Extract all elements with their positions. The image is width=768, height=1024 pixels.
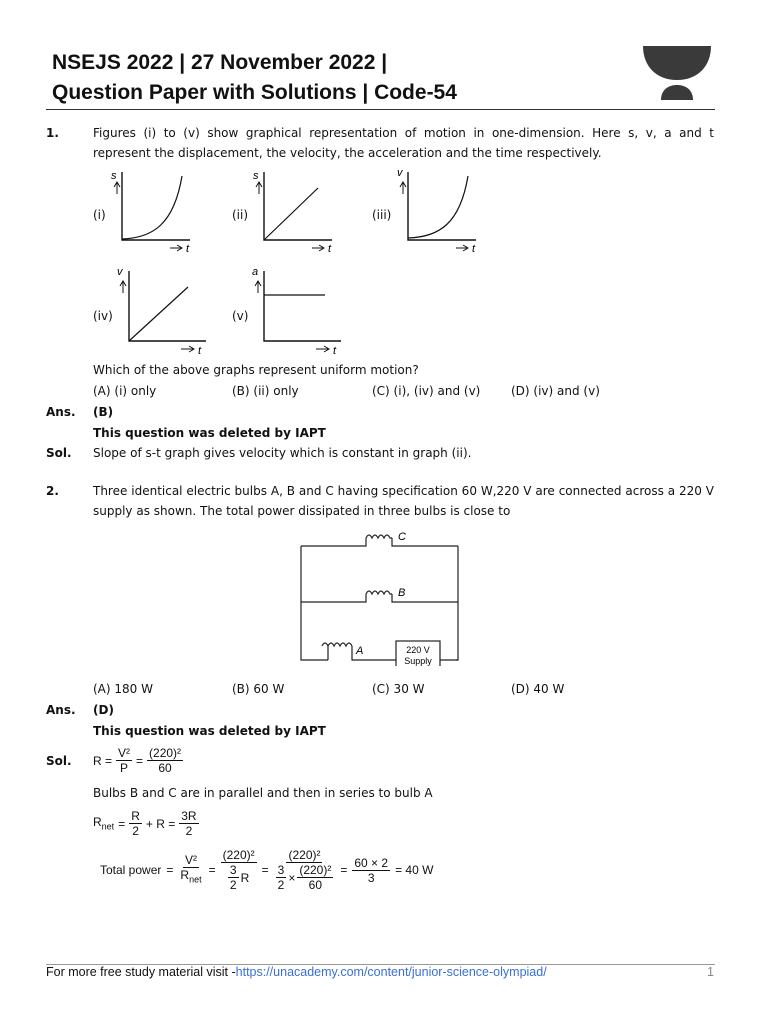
supply-label-line1: 220 V bbox=[406, 645, 430, 655]
eq3-f3-den-a-num: 3 bbox=[277, 863, 285, 877]
graph-label-iii: (iii) bbox=[372, 208, 392, 222]
eq3-f3-den-b-num: (220)² bbox=[299, 863, 332, 877]
page-title-line2: Question Paper with Solutions | Code-54 bbox=[52, 81, 457, 104]
eq3-result: = 40 W bbox=[395, 863, 434, 877]
eq3-f4-den: 3 bbox=[367, 870, 375, 885]
eq3-f2-den-var: R bbox=[240, 870, 250, 885]
footer-link[interactable]: https://unacademy.com/content/junior-science-olympiad/ bbox=[235, 965, 547, 979]
unacademy-logo bbox=[643, 46, 711, 107]
eq2-f-den: 2 bbox=[132, 824, 139, 838]
eq1-f1-num: V² bbox=[118, 746, 131, 760]
q1-sol-label: Sol. bbox=[46, 446, 72, 460]
q2-number: 2. bbox=[46, 484, 59, 498]
q1-deleted-note: This question was deleted by IAPT bbox=[93, 426, 326, 440]
graph-ii-yaxis-label: s bbox=[253, 170, 259, 182]
graph-v-yaxis-label: a bbox=[252, 266, 259, 278]
q1-answer: (B) bbox=[93, 405, 114, 419]
graph-label-i: (i) bbox=[93, 208, 106, 222]
graph-i-yaxis-label: s bbox=[111, 170, 117, 182]
eq2-lhs-r: R bbox=[93, 815, 102, 830]
q2-answer: (D) bbox=[93, 703, 114, 717]
eq3-f1-den bbox=[178, 868, 203, 886]
eq3-lhs: Total power bbox=[100, 863, 162, 877]
eq3-eq1: = bbox=[166, 863, 174, 877]
eq1-fraction-2 bbox=[147, 746, 183, 775]
eq1-fraction-1 bbox=[116, 746, 132, 775]
graph-label-v: (v) bbox=[232, 309, 249, 323]
eq1-f2-num: (220)² bbox=[149, 746, 182, 760]
eq1-f2-den: 60 bbox=[158, 761, 172, 775]
q2-option-b: (B) 60 W bbox=[232, 682, 285, 696]
graph-label-iv: (iv) bbox=[93, 309, 113, 323]
eq3-f3-den bbox=[274, 863, 336, 892]
eq3-f3-den-b-den: 60 bbox=[308, 878, 323, 892]
eq3-f2-den bbox=[226, 863, 251, 892]
q1-solution: Slope of s-t graph gives velocity which is constant in graph (ii). bbox=[93, 446, 472, 460]
q2-sol-eq3 bbox=[100, 848, 433, 892]
eq3-eq3: = bbox=[261, 863, 269, 877]
eq3-eq2: = bbox=[208, 863, 216, 877]
q2-sol-eq1 bbox=[93, 746, 183, 775]
eq3-f4-num: 60 × 2 bbox=[354, 855, 389, 870]
graph-v-xaxis-label: t bbox=[333, 345, 337, 357]
eq2-fraction-2 bbox=[179, 809, 198, 838]
eq3-f3-den-frac-a bbox=[276, 863, 287, 892]
page-title-line1: NSEJS 2022 | 27 November 2022 | bbox=[52, 51, 388, 74]
eq3-eq4: = bbox=[340, 863, 348, 877]
eq2-f2-den: 2 bbox=[185, 824, 193, 838]
eq3-f2-den-frac-num: 3 bbox=[229, 863, 237, 877]
eq1-lhs: R = bbox=[93, 753, 113, 768]
q2-sol-line2: Bulbs B and C are in parallel and then in series to bulb A bbox=[93, 786, 433, 800]
q2-option-a: (A) 180 W bbox=[93, 682, 153, 696]
footer-text bbox=[46, 965, 547, 979]
eq2-f-num: R bbox=[131, 809, 140, 823]
bulb-b-label: B bbox=[398, 587, 406, 599]
graph-v bbox=[249, 265, 343, 357]
eq3-f1-den-sub: net bbox=[189, 874, 202, 885]
q1-ans-label: Ans. bbox=[46, 405, 76, 419]
graph-label-ii: (ii) bbox=[232, 208, 249, 222]
q2-option-c: (C) 30 W bbox=[372, 682, 425, 696]
header-divider bbox=[46, 109, 715, 110]
eq2-equals: = bbox=[118, 816, 126, 831]
circuit-diagram bbox=[298, 524, 464, 669]
eq3-f2-num: (220)² bbox=[222, 848, 255, 862]
eq1-f1-den: P bbox=[120, 761, 129, 775]
q2-option-d: (D) 40 W bbox=[511, 682, 565, 696]
eq3-f3-den-a-den: 2 bbox=[277, 878, 285, 892]
eq3-fraction-2 bbox=[221, 848, 257, 892]
q1-number: 1. bbox=[46, 126, 59, 140]
eq3-f3-den-frac-b bbox=[297, 863, 333, 892]
eq2-plus: + R = bbox=[145, 816, 176, 831]
graph-iii-xaxis-label: t bbox=[472, 243, 476, 255]
q2-sol-eq2 bbox=[93, 809, 199, 838]
graph-iv-xaxis-label: t bbox=[198, 345, 202, 357]
supply-label-line2: Supply bbox=[404, 656, 432, 666]
eq3-fraction-4 bbox=[352, 856, 390, 885]
graph-i-xaxis-label: t bbox=[186, 243, 190, 255]
graph-ii bbox=[250, 166, 338, 256]
eq2-f2-num: 3R bbox=[181, 809, 197, 823]
eq1-equals: = bbox=[136, 753, 144, 768]
graph-ii-xaxis-label: t bbox=[328, 243, 332, 255]
page-number: 1 bbox=[707, 965, 714, 979]
q2-deleted-note: This question was deleted by IAPT bbox=[93, 724, 326, 738]
eq3-f2-den-frac-den: 2 bbox=[229, 878, 237, 892]
graph-iii bbox=[394, 166, 482, 256]
eq3-fraction-1 bbox=[178, 853, 203, 886]
q1-option-b: (B) (ii) only bbox=[232, 384, 299, 398]
q1-option-c: (C) (i), (iv) and (v) bbox=[372, 384, 481, 398]
q1-text: Figures (i) to (v) show graphical representation of motion in one-dimension. Here s, v, a and t represent the displacement, the velocity, the acceleration and the time respectively. bbox=[93, 126, 714, 160]
graph-iv-yaxis-label: v bbox=[117, 266, 123, 278]
q2-ans-label: Ans. bbox=[46, 703, 76, 717]
q1-question: Which of the above graphs represent uniform motion? bbox=[93, 363, 419, 377]
eq2-lhs bbox=[93, 815, 114, 831]
graph-i bbox=[108, 166, 196, 256]
eq2-lhs-sub: net bbox=[101, 821, 115, 832]
graph-iv bbox=[114, 265, 208, 357]
q2-sol-label: Sol. bbox=[46, 754, 72, 768]
eq3-fraction-3 bbox=[274, 848, 336, 892]
bulb-a-label: A bbox=[356, 645, 364, 657]
eq3-f1-num: V² bbox=[184, 853, 197, 868]
q2-text: Three identical electric bulbs A, B and C having specification 60 W,220 V are connected across a 220 V supply as shown. The total power dissipated in three bulbs is close to bbox=[93, 484, 714, 518]
footer-prefix: For more free study material visit - bbox=[46, 965, 236, 979]
q1-option-d: (D) (iv) and (v) bbox=[511, 384, 600, 398]
eq3-f3-den-times: × bbox=[288, 870, 296, 885]
eq2-fraction-1 bbox=[129, 809, 142, 838]
eq3-f3-num: (220)² bbox=[288, 848, 321, 862]
graph-iii-yaxis-label: v bbox=[397, 167, 403, 179]
q1-option-a: (A) (i) only bbox=[93, 384, 157, 398]
eq3-f2-den-frac bbox=[228, 863, 239, 892]
bulb-c-label: C bbox=[398, 531, 406, 543]
eq3-f1-den-r: R bbox=[180, 868, 190, 883]
